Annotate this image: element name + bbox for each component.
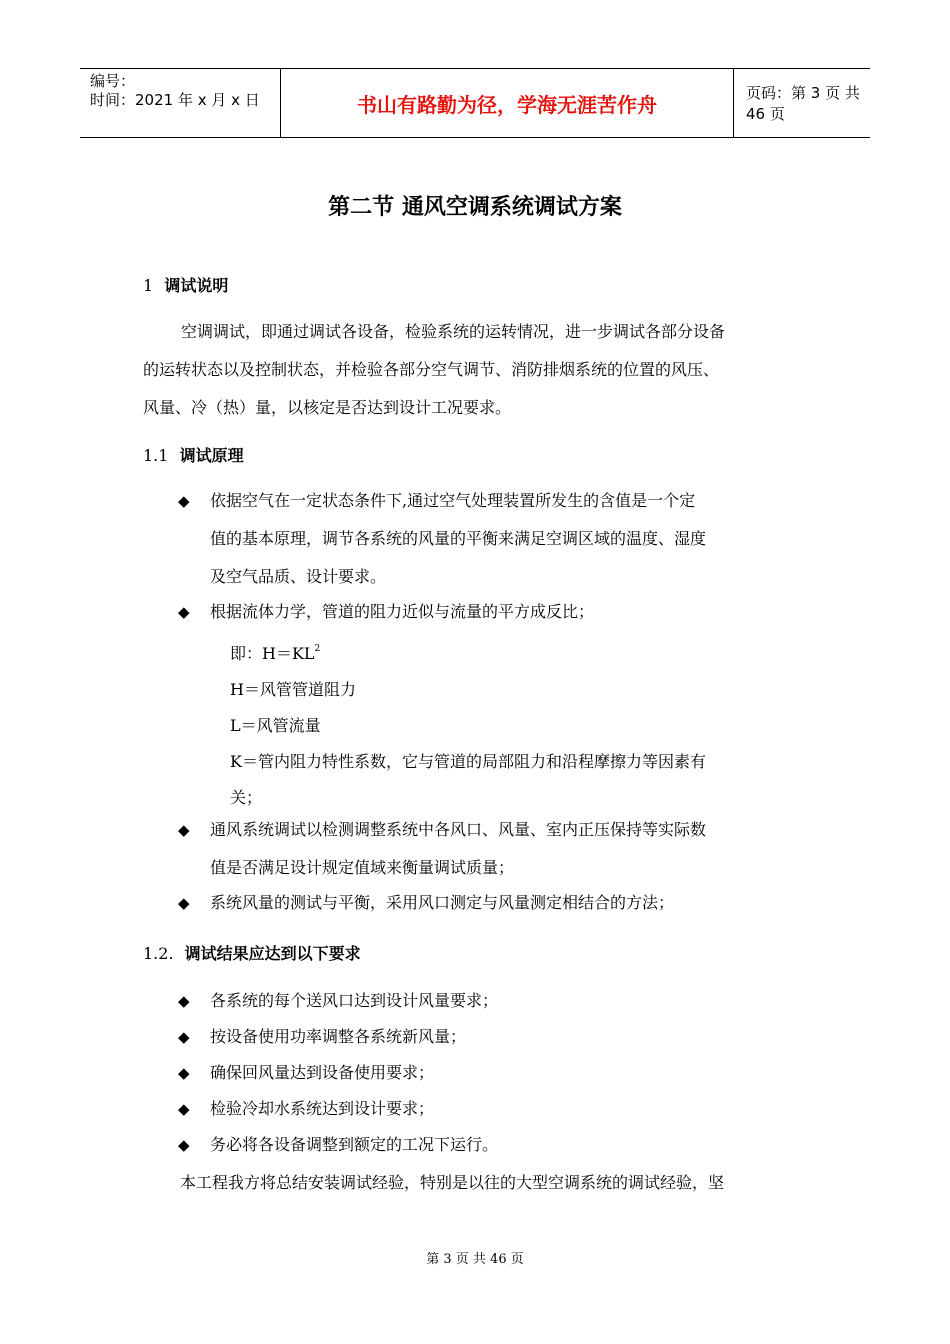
paragraph-line: 本工程我方将总结安装调试经验，特别是以往的大型空调系统的调试经验，坚 xyxy=(180,1173,725,1192)
list-item xyxy=(178,1018,466,1056)
section-number: 1 xyxy=(143,276,154,295)
formula-expression: 即：H＝KL xyxy=(230,644,315,663)
paragraph-line: 的运转状态以及控制状态，并检验各部分空气调节、消防排烟系统的位置的风压、 xyxy=(143,360,720,379)
paragraph-line: 空调调试，即通过调试各设备，检验系统的运转情况，进一步调试各部分设备 xyxy=(181,322,726,341)
page-header xyxy=(80,68,870,138)
header-meta-cell xyxy=(80,69,281,137)
formula-block xyxy=(230,631,706,816)
list-item xyxy=(178,982,498,1020)
section-1-heading xyxy=(143,273,228,296)
diamond-bullet-icon: ◆ xyxy=(178,894,190,912)
diamond-bullet-icon: ◆ xyxy=(178,1064,190,1082)
list-item-line: 按设备使用功率调整各系统新风量； xyxy=(210,1027,467,1046)
list-item-line: 系统风量的测试与平衡，采用风口测定与风量测定相结合的方法； xyxy=(210,893,675,912)
list-item xyxy=(178,1054,434,1092)
list-item xyxy=(178,811,706,887)
paragraph-line: 风量、冷（热）量，以核定是否达到设计工况要求。 xyxy=(143,398,512,417)
header-page-info: 页码：第 3 页 共 46 页 xyxy=(746,84,860,123)
list-item xyxy=(178,884,674,922)
list-item-line: 通风系统调试以检测调整系统中各风口、风量、室内正压保持等实际数 xyxy=(210,820,707,839)
formula-line: L＝风管流量 xyxy=(230,716,321,735)
closing-paragraph xyxy=(180,1164,860,1202)
diamond-bullet-icon: ◆ xyxy=(178,992,190,1010)
list-item-line: 确保回风量达到设备使用要求； xyxy=(210,1063,435,1082)
section-title: 调试说明 xyxy=(164,276,229,295)
list-item-line: 依据空气在一定状态条件下,通过空气处理装置所发生的含值是一个定 xyxy=(210,491,696,510)
list-item-line: 各系统的每个送风口达到设计风量要求； xyxy=(210,991,499,1010)
formula-line: K＝管内阻力特性系数，它与管道的局部阻力和沿程摩擦力等因素有 xyxy=(230,752,706,771)
list-item-line: 及空气品质、设计要求。 xyxy=(210,567,387,586)
list-item xyxy=(178,1090,434,1128)
diamond-bullet-icon: ◆ xyxy=(178,1100,190,1118)
list-item-line: 检验冷却水系统达到设计要求； xyxy=(210,1099,435,1118)
page-footer: 第 3 页 共 46 页 xyxy=(426,1252,524,1267)
list-item xyxy=(178,593,594,631)
section-number: 1.2. xyxy=(143,944,174,963)
section-1-1-heading xyxy=(143,443,244,466)
diamond-bullet-icon: ◆ xyxy=(178,821,190,839)
header-motto: 书山有路勤为径，学海无涯苦作舟 xyxy=(281,69,734,137)
section-title: 调试结果应达到以下要求 xyxy=(184,944,361,963)
number-label: 编号： xyxy=(90,72,136,90)
list-item xyxy=(178,482,706,596)
section-1-2-heading xyxy=(143,941,361,964)
list-item-line: 根据流体力学，管道的阻力近似与流量的平方成反比； xyxy=(210,602,595,621)
list-item xyxy=(178,1126,498,1164)
diamond-bullet-icon: ◆ xyxy=(178,492,190,510)
formula-line xyxy=(230,631,706,672)
formula-exponent: 2 xyxy=(314,644,321,654)
formula-line: 关； xyxy=(230,788,263,807)
list-item-line: 值是否满足设计规定值域来衡量调试质量； xyxy=(210,858,515,877)
diamond-bullet-icon: ◆ xyxy=(178,1136,190,1154)
diamond-bullet-icon: ◆ xyxy=(178,603,190,621)
list-item-line: 值的基本原理，调节各系统的风量的平衡来满足空调区域的温度、湿度 xyxy=(210,529,707,548)
time-label: 时间：2021 年 x 月 x 日 xyxy=(90,91,260,109)
document-title: 第二节 通风空调系统调试方案 xyxy=(328,195,622,220)
formula-line: H＝风管管道阻力 xyxy=(230,680,356,699)
diamond-bullet-icon: ◆ xyxy=(178,1028,190,1046)
list-item-line: 务必将各设备调整到额定的工况下运行。 xyxy=(210,1135,499,1154)
section-number: 1.1 xyxy=(143,446,169,465)
section-1-paragraph xyxy=(143,313,843,427)
section-title: 调试原理 xyxy=(179,446,244,465)
